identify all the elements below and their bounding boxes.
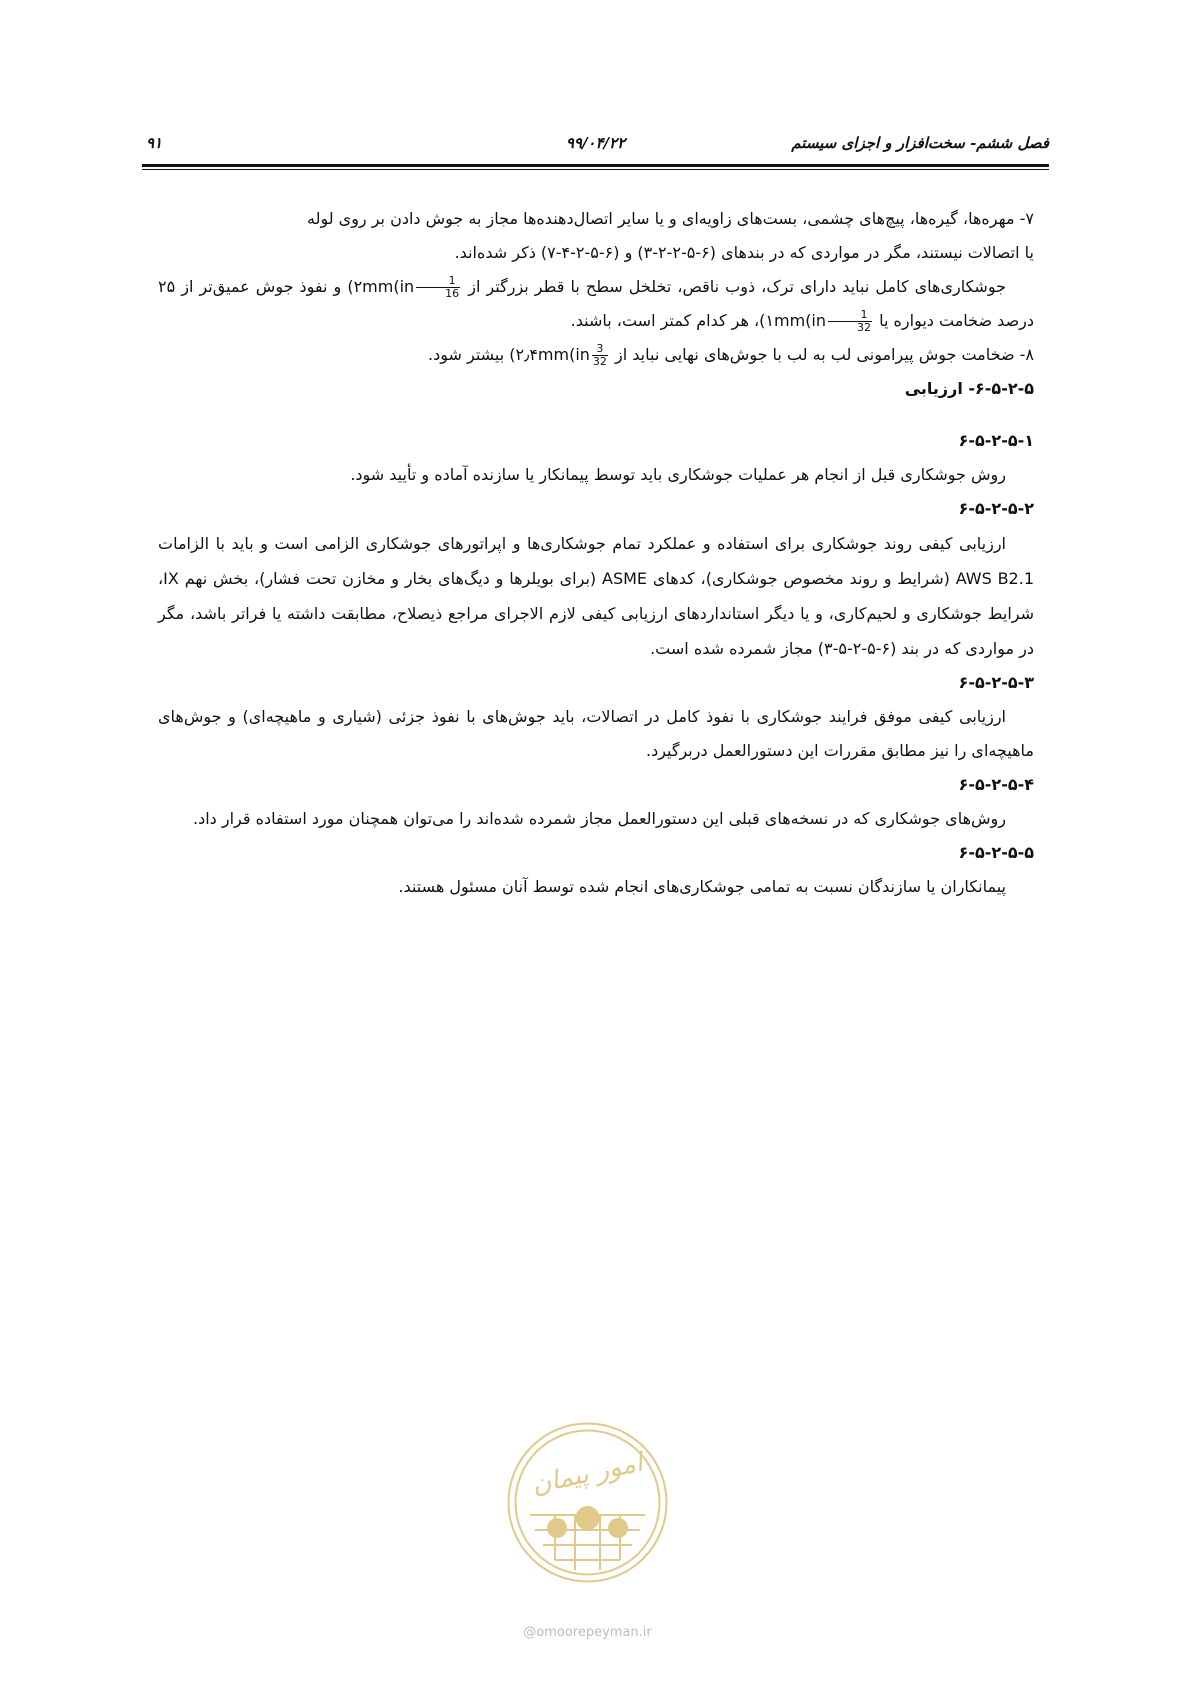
subsection-title-2: ۶-۵-۲-۵-۲: [958, 499, 1034, 518]
item-7: ۷- مهره‌ها، گیره‌ها، پیچ‌های چشمی، بست‌های زاویه‌ای و یا سایر اتصال‌دهنده‌ها مجاز به جوش دادن بر روی لوله یا اتصالات نیستند، مگر در مواردی که در بندهای (۶-۵-۲-۲-۳) و (۶-۵-۲-۴-۷) ذکر شده‌اند.: [306, 209, 1034, 262]
body-text: [158, 202, 1034, 904]
subsection-text-4: روش‌های جوشکاری که در نسخه‌های قبلی این دستورالعمل مجاز شمرده شده‌اند را می‌توان همچنان مورد استفاده قرار داد.: [193, 809, 1006, 828]
item-8: ۸- ضخامت جوش پیرامونی لب به لب با جوش‌های نهایی نباید از ۲٫۴mm(in $\frac{3}{32}$ ) بیشتر شود.: [428, 342, 1034, 368]
fraction-1-16: $\frac{1}{16}$: [416, 275, 460, 300]
subsection-title-5: ۶-۵-۲-۵-۵: [958, 843, 1034, 862]
header-date: ۹۹/۰۴/۲۲: [565, 134, 626, 152]
subsection-text-1: روش جوشکاری قبل از انجام هر عملیات جوشکاری باید توسط پیمانکار یا سازنده آماده و تأیید شود.: [350, 465, 1006, 484]
fraction-1-32: $\frac{1}{32}$: [828, 309, 872, 334]
page-number: ۹۱: [146, 134, 163, 152]
page-header: [142, 128, 1049, 156]
chapter-title: فصل ششم- سخت‌افزار و اجزای سیستم: [791, 134, 1049, 152]
subsection-text-3: ارزیابی کیفی موفق فرایند جوشکاری با نفوذ کامل در اتصالات، باید جوش‌های با نفوذ جزئی (شیاری و ماهیچه‌ای) و جوش‌های ماهیچه‌ای را نیز مطابق مقررات این دستورالعمل دربرگیرد.: [158, 707, 1034, 760]
watermark-seal-icon: [505, 1420, 670, 1585]
watermark-url: @omoorepeyman.ir: [523, 1625, 652, 1640]
subsection-text-2: ارزیابی کیفی روند جوشکاری برای استفاده و عملکرد تمام جوشکاری‌ها و اپراتورهای جوشکاری الزامی است و باید با الزامات AWS B2.1 (شرایط و روند مخصوص جوشکاری)، کدهای ASME (برای بویلرها و دیگ‌های بخار و مخازن تحت فشار)، بخش نهم IX، شرایط جوشکاری و لحیم‌کاری، و یا دیگر استانداردهای ارزیابی کیفی لازم الاجرای مراجع ذیصلاح، مطابقت داشته یا فراتر باشد، مگر در مواردی که در بند (۶-۵-۲-۵-۳) مجاز شمرده شده است.: [158, 534, 1035, 658]
subsection-title-4: ۶-۵-۲-۵-۴: [958, 775, 1034, 794]
weld-criteria-paragraph: جوشکاری‌های کامل نباید دارای ترک، ذوب ناقص، تخلخل سطح با قطر بزرگتر از ۲mm(in $\frac{1}{16}$ ) و نفوذ جوش عمیق‌تر از ۲۵ درصد ضخامت دیواره یا ۱mm(in $\frac{1}{32}$ )، هر کدام کمتر است، باشند.: [158, 274, 1034, 334]
subsection-text-5: پیمانکاران یا سازندگان نسبت به تمامی جوشکاری‌های انجام شده توسط آنان مسئول هستند.: [398, 877, 1006, 896]
subsection-title-3: ۶-۵-۲-۵-۳: [958, 673, 1034, 692]
subsection-title-1: ۶-۵-۲-۵-۱: [958, 431, 1034, 450]
fraction-3-32: $\frac{3}{32}$: [592, 342, 607, 368]
section-title: ۶-۵-۲-۵- ارزیابی: [904, 379, 1034, 398]
svg-text:امور پیمان: امور پیمان: [529, 1447, 646, 1501]
header-rule-thick: [142, 164, 1049, 167]
header-rule-thin: [142, 169, 1049, 170]
